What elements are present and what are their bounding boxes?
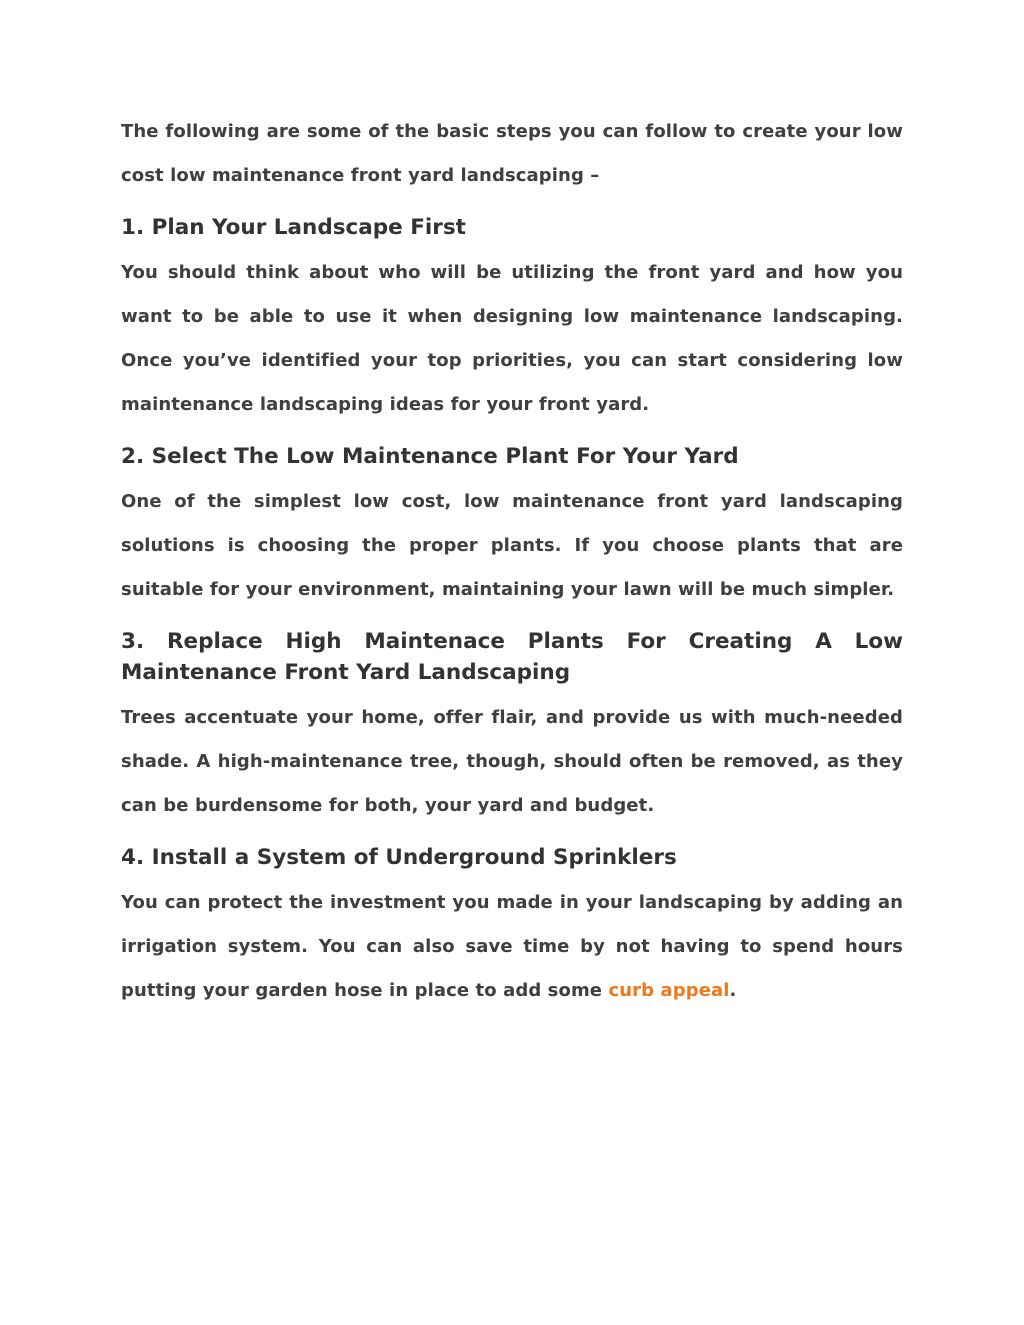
intro-paragraph: The following are some of the basic steps you can follow to create your low cost low maintenance front yard landscaping – [121,121,903,186]
section-4-body [121,881,903,1013]
curb-appeal-link[interactable]: curb appeal [608,980,730,1001]
section-2-body: One of the simplest low cost, low maintenance front yard landscaping solutions is choosing the proper plants. If you choose plants that are suitable for your environment, maintaining your lawn will be much simpler. [121,491,903,600]
section-4-body-end: . [729,980,737,1001]
section-3-body: Trees accentuate your home, offer flair, and provide us with much-needed shade. A high-maintenance tree, though, should often be removed, as they can be burdensome for both, your yard and budget. [121,707,903,816]
document-page [121,110,903,1013]
section-4-body-text: You can protect the investment you made in your landscaping by adding an irrigation system. You can also save time by not having to spend hours putting your garden hose in place to add some [121,892,903,1001]
section-3-heading: 3. Replace High Maintenace Plants For Creating A Low Maintenance Front Yard Landscaping [121,629,903,685]
section-1-heading: 1. Plan Your Landscape First [121,215,466,240]
section-2-heading: 2. Select The Low Maintenance Plant For Your Yard [121,444,739,469]
section-1-body: You should think about who will be utilizing the front yard and how you want to be able to use it when designing low maintenance landscaping. Once you’ve identified your top priorities, you can start considering low maintenance landscaping ideas for your front yard. [121,262,903,415]
section-4-heading: 4. Install a System of Underground Sprinklers [121,845,677,870]
